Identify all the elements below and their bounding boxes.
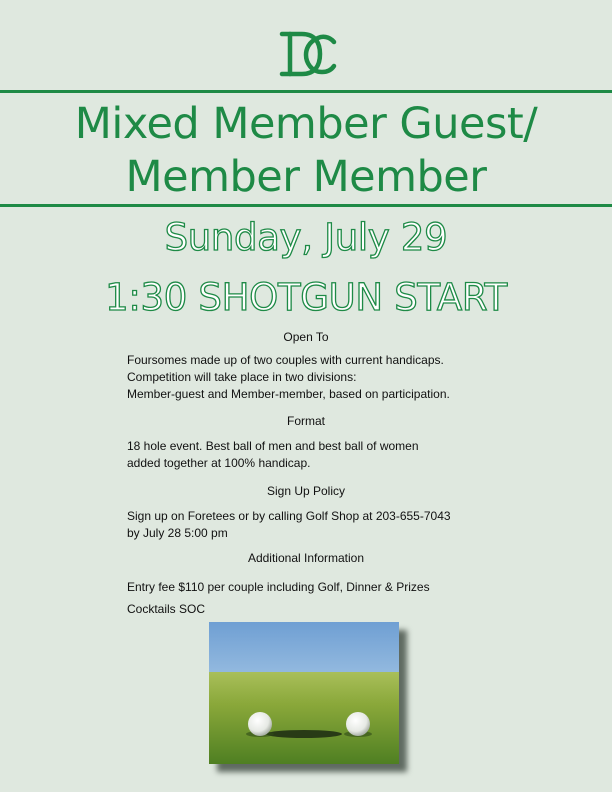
bottom-divider bbox=[0, 204, 612, 207]
signup-line: by July 28 5:00 pm bbox=[127, 526, 228, 540]
golf-photo bbox=[209, 622, 399, 764]
open-to-line: Member-guest and Member-member, based on participation. bbox=[127, 387, 450, 401]
event-start-time: 1:30 SHOTGUN START bbox=[105, 276, 507, 319]
section-heading-additional: Additional Information bbox=[247, 551, 365, 565]
golf-balls-on-green-photo bbox=[209, 622, 399, 764]
section-heading-open-to: Open To bbox=[283, 330, 329, 344]
open-to-line: Competition will take place in two divisions: bbox=[127, 370, 357, 384]
format-line: 18 hole event. Best ball of men and best ball of women bbox=[127, 439, 419, 453]
section-heading-format: Format bbox=[286, 414, 325, 428]
open-to-line: Foursomes made up of two couples with current handicaps. bbox=[127, 353, 444, 367]
signup-paragraph bbox=[127, 508, 597, 542]
signup-line: Sign up on Foretees or by calling Golf Shop at 203-655-7043 bbox=[127, 509, 451, 523]
dc-monogram-icon bbox=[276, 28, 338, 80]
format-paragraph bbox=[127, 438, 597, 472]
additional-line: Cocktails SOC bbox=[127, 602, 206, 616]
open-to-paragraph bbox=[127, 352, 597, 403]
event-date: Sunday, July 29 bbox=[164, 216, 448, 259]
top-divider bbox=[0, 90, 612, 93]
section-heading-signup: Sign Up Policy bbox=[266, 484, 346, 498]
format-line: added together at 100% handicap. bbox=[127, 456, 311, 470]
additional-line: Entry fee $110 per couple including Golf, Dinner & Prizes bbox=[127, 580, 430, 594]
event-title-line-2: Member Member bbox=[125, 152, 487, 202]
event-title-line-1: Mixed Member Guest/ bbox=[74, 99, 538, 149]
additional-paragraph bbox=[127, 576, 597, 620]
